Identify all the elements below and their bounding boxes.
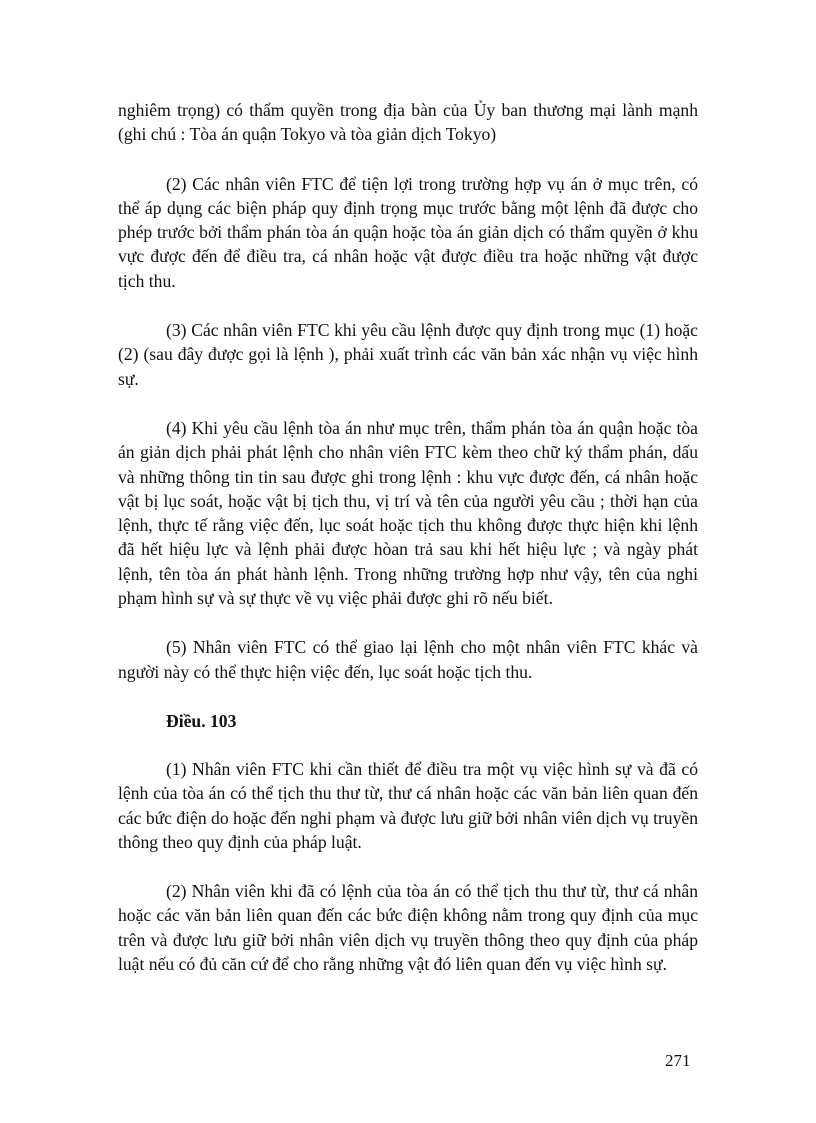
article-heading: Điều. 103 xyxy=(166,710,237,731)
paragraph-continuation: nghiêm trọng) có thẩm quyền trong địa bàn của Ủy ban thương mại lành mạnh (ghi chú : Tòa án quận Tokyo và tòa giản dịch Tokyo) xyxy=(118,100,698,145)
paragraph-article-clause-2: (2) Nhân viên khi đã có lệnh của tòa án có thể tịch thu thư từ, thư cá nhân hoặc các văn bản liên quan đến các bức điện không nằm trong quy định của mục trên và được lưu giữ bởi nhân viên dịch vụ truyền thông theo quy định của pháp luật nếu có đủ căn cứ để cho rằng những vật đó liên quan đến vụ việc hình sự. xyxy=(118,881,698,975)
paragraph-article-clause-1: (1) Nhân viên FTC khi cần thiết để điều tra một vụ việc hình sự và đã có lệnh của tòa án có thể tịch thu thư từ, thư cá nhân hoặc các văn bản liên quan đến các bức điện do hoặc đến nghi phạm và được lưu giữ bởi nhân viên dịch vụ truyền thông theo quy định của pháp luật. xyxy=(118,758,699,852)
document-page xyxy=(118,98,698,1001)
paragraph-clause-3: (3) Các nhân viên FTC khi yêu cầu lệnh được quy định trong mục (1) hoặc (2) (sau đây được gọi là lệnh ), phải xuất trình các văn bản xác nhận vụ việc hình sự. xyxy=(118,320,698,389)
paragraph-clause-2: (2) Các nhân viên FTC để tiện lợi trong trường hợp vụ án ở mục trên, có thể áp dụng các biện pháp quy định trọng mục trước bằng một lệnh đã được cho phép trước bởi thẩm phán tòa án quận hoặc tòa án giản dịch có thẩm quyền ở khu vực được đến để điều tra, cá nhân hoặc vật được điều tra hoặc những vật được tịch thu. xyxy=(118,173,698,291)
paragraph-clause-4: (4) Khi yêu cầu lệnh tòa án như mục trên, thẩm phán tòa án quận hoặc tòa án giản dịch phải phát lệnh cho nhân viên FTC kèm theo chữ ký thẩm phán, dấu và những thông tin tin sau được ghi trong lệnh : khu vực được đến, cá nhân hoặc vật bị lục soát, hoặc vật bị tịch thu, vị trí và tên của người yêu cầu ; thời hạn của lệnh, thực tế rằng việc đến, lục soát hoặc tịch thu không được thực hiện khi lệnh đã hết hiệu lực và lệnh phải được hòan trả sau khi hết hiệu lực ; và ngày phát lệnh, tên tòa án phát hành lệnh. Trong những trường hợp như vậy, tên của nghi phạm hình sự và sự thực về vụ việc phải được ghi rõ nếu biết. xyxy=(118,417,698,609)
paragraph-clause-5: (5) Nhân viên FTC có thể giao lại lệnh cho một nhân viên FTC khác và người này có thể thực hiện việc đến, lục soát hoặc tịch thu. xyxy=(118,637,698,682)
page-number: 271 xyxy=(665,1051,691,1070)
